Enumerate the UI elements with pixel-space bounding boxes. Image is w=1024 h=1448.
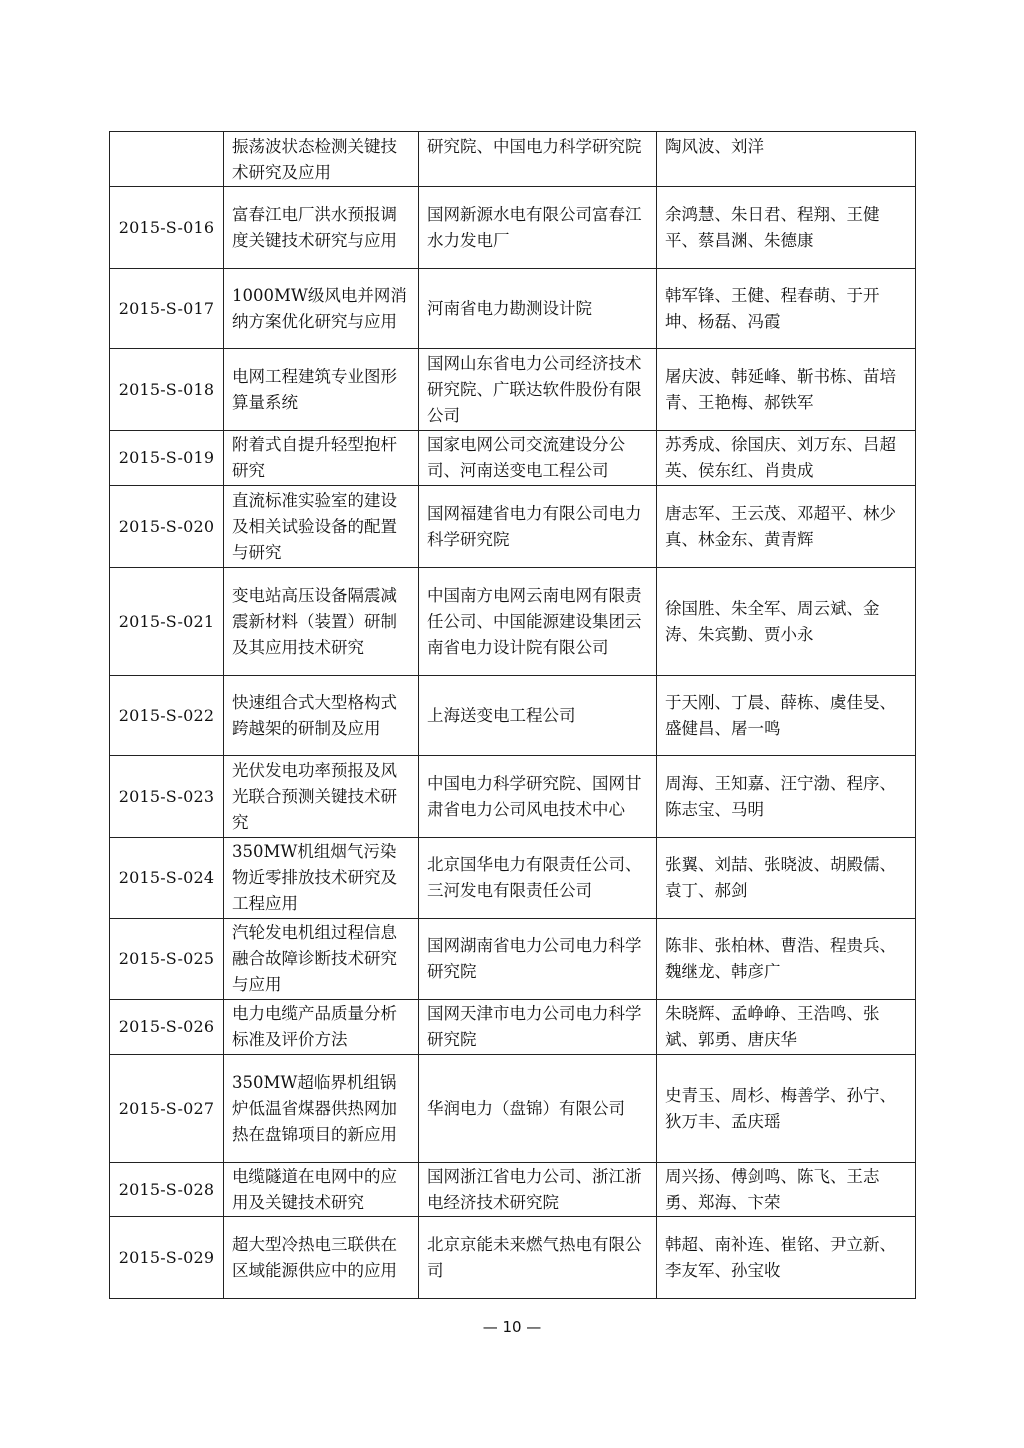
table-row — [110, 568, 916, 676]
table-row — [110, 756, 916, 838]
contributors-cell: 徐国胜、朱全军、周云斌、金涛、朱宾勤、贾小永 — [657, 568, 916, 676]
contributors-cell: 陶风波、刘洋 — [657, 132, 916, 187]
award-code-cell: 2015-S-024 — [110, 838, 224, 919]
contributors-cell: 韩军锋、王健、程春萌、于开坤、杨磊、冯霞 — [657, 269, 916, 349]
project-name-cell: 快速组合式大型格构式跨越架的研制及应用 — [224, 676, 419, 756]
organization-cell: 河南省电力勘测设计院 — [419, 269, 657, 349]
organization-cell: 国网天津市电力公司电力科学研究院 — [419, 1000, 657, 1055]
awards-table — [109, 131, 916, 1299]
project-name-cell: 1000MW级风电并网消纳方案优化研究与应用 — [224, 269, 419, 349]
project-name-cell: 电网工程建筑专业图形算量系统 — [224, 349, 419, 431]
contributors-cell: 史青玉、周杉、梅善学、孙宁、狄万丰、孟庆瑶 — [657, 1055, 916, 1163]
project-name-cell: 超大型冷热电三联供在区域能源供应中的应用 — [224, 1217, 419, 1299]
contributors-cell: 苏秀成、徐国庆、刘万东、吕超英、侯东红、肖贵成 — [657, 431, 916, 486]
organization-cell: 研究院、中国电力科学研究院 — [419, 132, 657, 187]
award-code-cell: 2015-S-028 — [110, 1163, 224, 1217]
table-row — [110, 919, 916, 1000]
table-row — [110, 676, 916, 756]
organization-cell: 上海送变电工程公司 — [419, 676, 657, 756]
organization-cell: 中国电力科学研究院、国网甘肃省电力公司风电技术中心 — [419, 756, 657, 838]
contributors-cell: 朱晓辉、孟峥峥、王浩鸣、张斌、郭勇、唐庆华 — [657, 1000, 916, 1055]
awards-table-body — [110, 132, 916, 1299]
contributors-cell: 唐志军、王云茂、邓超平、林少真、林金东、黄青辉 — [657, 486, 916, 568]
table-row — [110, 349, 916, 431]
award-code-cell: 2015-S-027 — [110, 1055, 224, 1163]
organization-cell: 国网湖南省电力公司电力科学研究院 — [419, 919, 657, 1000]
organization-cell: 国网新源水电有限公司富春江水力发电厂 — [419, 187, 657, 269]
award-code-cell: 2015-S-016 — [110, 187, 224, 269]
contributors-cell: 周兴扬、傅剑鸣、陈飞、王志勇、郑海、卞荣 — [657, 1163, 916, 1217]
organization-cell: 国网山东省电力公司经济技术研究院、广联达软件股份有限公司 — [419, 349, 657, 431]
project-name-cell: 直流标准实验室的建设及相关试验设备的配置与研究 — [224, 486, 419, 568]
table-row — [110, 1217, 916, 1299]
organization-cell: 华润电力（盘锦）有限公司 — [419, 1055, 657, 1163]
table-row — [110, 1000, 916, 1055]
project-name-cell: 振荡波状态检测关键技术研究及应用 — [224, 132, 419, 187]
table-row — [110, 838, 916, 919]
award-code-cell: 2015-S-026 — [110, 1000, 224, 1055]
table-row — [110, 187, 916, 269]
award-code-cell: 2015-S-025 — [110, 919, 224, 1000]
project-name-cell: 光伏发电功率预报及风光联合预测关键技术研究 — [224, 756, 419, 838]
project-name-cell: 富春江电厂洪水预报调度关键技术研究与应用 — [224, 187, 419, 269]
contributors-cell: 屠庆波、韩延峰、靳书栋、苗培青、王艳梅、郝铁军 — [657, 349, 916, 431]
award-code-cell: 2015-S-021 — [110, 568, 224, 676]
award-code-cell: 2015-S-020 — [110, 486, 224, 568]
organization-cell: 中国南方电网云南电网有限责任公司、中国能源建设集团云南省电力设计院有限公司 — [419, 568, 657, 676]
table-row — [110, 431, 916, 486]
project-name-cell: 电缆隧道在电网中的应用及关键技术研究 — [224, 1163, 419, 1217]
award-code-cell: 2015-S-022 — [110, 676, 224, 756]
award-code-cell: 2015-S-019 — [110, 431, 224, 486]
page-number: — 10 — — [482, 1318, 542, 1336]
organization-cell: 国家电网公司交流建设分公司、河南送变电工程公司 — [419, 431, 657, 486]
organization-cell: 北京京能未来燃气热电有限公司 — [419, 1217, 657, 1299]
award-code-cell — [110, 132, 224, 187]
table-row — [110, 1163, 916, 1217]
project-name-cell: 350MW机组烟气污染物近零排放技术研究及工程应用 — [224, 838, 419, 919]
award-code-cell: 2015-S-023 — [110, 756, 224, 838]
contributors-cell: 韩超、南补连、崔铭、尹立新、李友军、孙宝收 — [657, 1217, 916, 1299]
organization-cell: 北京国华电力有限责任公司、三河发电有限责任公司 — [419, 838, 657, 919]
project-name-cell: 汽轮发电机组过程信息融合故障诊断技术研究与应用 — [224, 919, 419, 1000]
table-row — [110, 1055, 916, 1163]
contributors-cell: 陈非、张柏林、曹浩、程贵兵、魏继龙、韩彦广 — [657, 919, 916, 1000]
contributors-cell: 于天刚、丁晨、薛栋、虞佳旻、盛健昌、屠一鸣 — [657, 676, 916, 756]
organization-cell: 国网福建省电力有限公司电力科学研究院 — [419, 486, 657, 568]
project-name-cell: 350MW超临界机组锅炉低温省煤器供热网加热在盘锦项目的新应用 — [224, 1055, 419, 1163]
organization-cell: 国网浙江省电力公司、浙江浙电经济技术研究院 — [419, 1163, 657, 1217]
table-row — [110, 132, 916, 187]
award-code-cell: 2015-S-017 — [110, 269, 224, 349]
table-row — [110, 486, 916, 568]
table-row — [110, 269, 916, 349]
project-name-cell: 电力电缆产品质量分析标准及评价方法 — [224, 1000, 419, 1055]
project-name-cell: 附着式自提升轻型抱杆研究 — [224, 431, 419, 486]
contributors-cell: 余鸿慧、朱日君、程翔、王健平、蔡昌渊、朱德康 — [657, 187, 916, 269]
award-code-cell: 2015-S-029 — [110, 1217, 224, 1299]
contributors-cell: 张翼、刘喆、张晓波、胡殿儒、袁丁、郝剑 — [657, 838, 916, 919]
contributors-cell: 周海、王知嘉、汪宁渤、程序、陈志宝、马明 — [657, 756, 916, 838]
project-name-cell: 变电站高压设备隔震减震新材料（装置）研制及其应用技术研究 — [224, 568, 419, 676]
award-code-cell: 2015-S-018 — [110, 349, 224, 431]
